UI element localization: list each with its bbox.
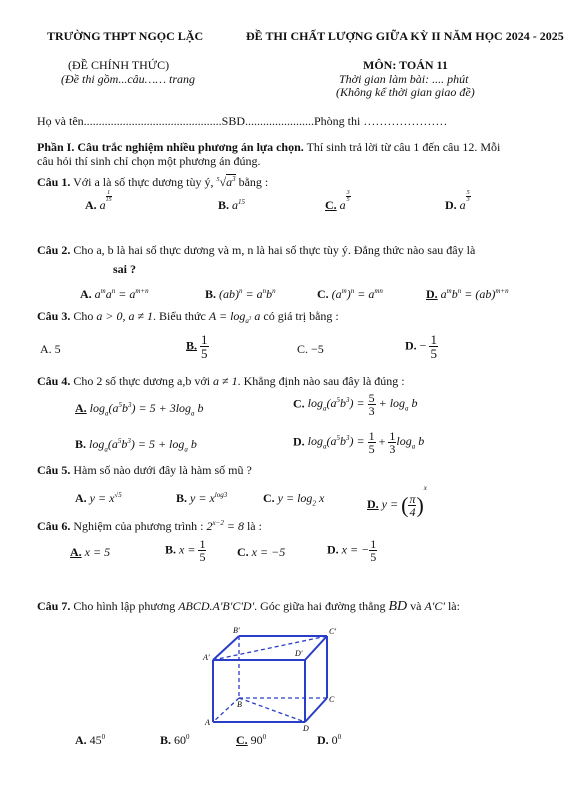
official-label: (ĐỀ CHÍNH THỨC) <box>68 58 170 72</box>
q7-option-d[interactable]: D. $0^0$ <box>317 733 342 747</box>
q6-option-c[interactable]: C. x = −5 <box>237 545 286 559</box>
q7-option-a[interactable]: A. $45^0$ <box>75 733 106 747</box>
q6-option-b[interactable]: B. x = $\frac{1}{5}$ <box>165 537 206 564</box>
q2-option-c[interactable]: C. $(a^m)^n = a^{mn}$ <box>317 287 383 301</box>
q7-option-c[interactable]: C. $90^0$ <box>236 733 267 747</box>
q4-option-c[interactable]: C. $\log_a(a^5b^3)$ = $\frac{5}{3}$ + $\log_a b$ <box>293 391 418 418</box>
q2-option-a[interactable]: A. $a^ma^n = a^{m+n}$ <box>80 287 149 301</box>
q4-option-b[interactable]: B. $\log_a(a^5b^3) = 5 + \log_a b$ <box>75 437 197 454</box>
school-name: TRƯỜNG THPT NGỌC LẶC <box>47 29 204 43</box>
label-d: D <box>303 724 309 733</box>
q5-option-a[interactable]: A. $y = x^{√5}$ <box>75 491 122 505</box>
q2-option-d[interactable]: D. $a^mb^n = (ab)^{m+n}$ <box>426 287 509 301</box>
q3-option-d[interactable]: D. − $\frac{1}{5}$ <box>405 332 437 361</box>
q4-option-d[interactable]: D. $\log_a(a^5b^3)$ = $\frac{1}{5}$ + $\frac{1}{3}$ $\log_a b$ <box>293 429 425 456</box>
question-7: Câu 7. Cho hình lập phương ABCD.A'B'C'D'. Góc giữa hai đường thẳng BD và A'C' là: <box>37 599 460 614</box>
label-a: A <box>205 718 210 727</box>
pages-note: (Đề thi gồm...câu…… trang <box>61 72 195 86</box>
question-4: Câu 4. Cho 2 số thực dương a,b với a ≠ 1. Khẳng định nào sau đây là đúng : <box>37 374 405 388</box>
q1-option-a[interactable]: A. a $^{\frac{1}{15}}$ <box>85 190 112 212</box>
q1-option-c[interactable]: C. a $^{\frac{3}{5}}$ <box>325 190 350 212</box>
q6-option-a[interactable]: A. x = 5 <box>70 545 111 559</box>
subject: MÔN: TOÁN 11 <box>363 58 448 72</box>
q1-option-b[interactable]: B. $a^{15}$ <box>218 198 246 212</box>
label-c: C <box>329 695 335 704</box>
q7-option-b[interactable]: B. $60^0$ <box>160 733 190 747</box>
label-a1: A' <box>203 653 210 662</box>
question-5: Câu 5. Hàm số nào dưới đây là hàm số mũ ? <box>37 463 252 477</box>
question-3: Câu 3. Cho a > 0, a ≠ 1. Biểu thức $A = \log_{a^3} a$ có giá trị bằng : <box>37 309 339 326</box>
label-b1: B' <box>233 626 240 635</box>
q1-option-d[interactable]: D. a $^{\frac{5}{3}}$ <box>445 190 470 212</box>
q5-option-b[interactable]: B. $y = x^{log3}$ <box>176 491 228 505</box>
q2-option-b[interactable]: B. $(ab)^n = a^nb^n$ <box>205 287 276 301</box>
part1-heading: Phần I. Câu trắc nghiệm nhiều phương án lựa chọn. Thí sinh trả lời từ câu 1 đến câu 12. Mỗi <box>37 140 501 154</box>
q3-option-c[interactable]: C. −5 <box>297 342 324 356</box>
question-2-line2: sai ? <box>113 262 137 276</box>
question-2: Câu 2. Cho a, b là hai số thực dương và m, n là hai số thực tùy ý. Đẳng thức nào sau đây là <box>37 243 476 257</box>
q5-option-c[interactable]: C. $y = \log_2 x$ <box>263 491 325 508</box>
q3-option-b[interactable]: B. $\frac{1}{5}$ <box>186 332 208 361</box>
student-info-line: Họ và tên..............................................SBD.......................Phòng thi ………………… <box>37 114 448 128</box>
q6-option-d[interactable]: D. x = − $\frac{1}{5}$ <box>327 537 377 564</box>
exam-title: ĐỀ THI CHẤT LƯỢNG GIỮA KỲ II NĂM HỌC 2024 - 2025 <box>246 29 564 43</box>
time-note: (Không kể thời gian giao đề) <box>336 85 475 99</box>
q4-option-a[interactable]: A. $\log_a(a^5b^3) = 5 + 3\log_a$ b <box>75 401 204 418</box>
exam-time: Thời gian làm bài: .... phút <box>339 72 469 86</box>
part1-instruction: câu hỏi thí sinh chỉ chọn một phương án đúng. <box>37 154 261 168</box>
q5-option-d[interactable]: D. y = ( $\frac{\pi}{4}$ )$^x$ <box>367 484 427 519</box>
q3-option-a[interactable]: A. 5 <box>40 342 61 356</box>
cube-diagram <box>195 622 345 734</box>
question-1: Câu 1. Với a là số thực dương tùy ý, $^5√a^3$ bằng : <box>37 175 269 189</box>
question-6: Câu 6. Nghiệm của phương trình : $2^{x-2} = 8$ là : <box>37 519 262 533</box>
label-d1: D' <box>295 649 303 658</box>
label-c1: C' <box>329 627 337 636</box>
label-b: B <box>237 700 242 709</box>
radical-expression: $^5√a^3$ <box>216 175 236 189</box>
